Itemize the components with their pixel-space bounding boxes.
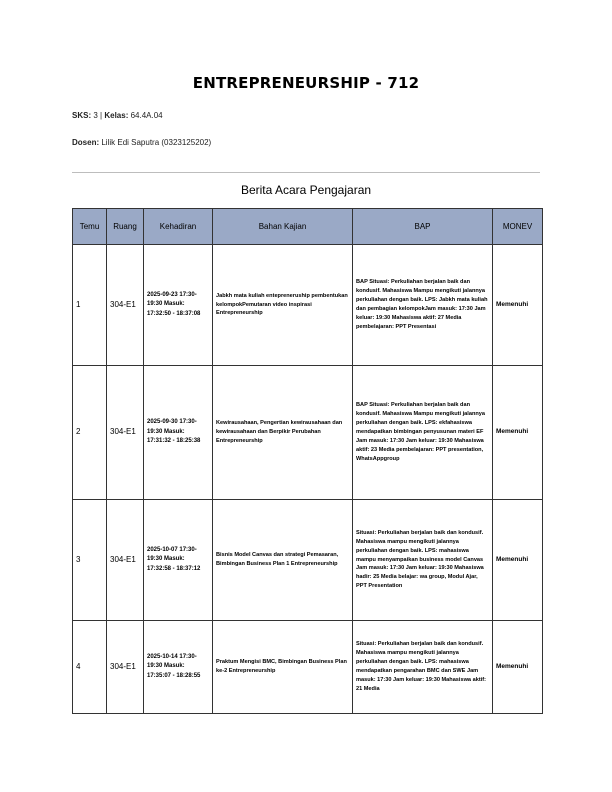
cell-ruang: 304-E1	[107, 245, 144, 366]
cell-bap: BAP Situasi: Perkuliahan berjalan baik dan kondusif. Mahasiswa Mampu mengikuti jalannya perkuliahan dengan baik. LPS: Jabkh mata kuliah dan pembagian kelompokJam masuk: 17:30 Jam keluar: 19:30 Mahasiswa aktif: 27 Media pembelajaran: PPT Presentasi	[353, 245, 493, 366]
header-ruang: Ruang	[107, 209, 144, 245]
cell-bahan-kajian: Praktum Mengisi BMC, Bimbingan Business Plan ke-2 Entrepreneurship	[213, 621, 353, 714]
cell-monev: Memenuhi	[493, 500, 543, 621]
sks-label: SKS:	[72, 111, 92, 120]
cell-kehadiran: 2025-10-14 17:30-19:30 Masuk: 17:35:07 - 18:28:55	[144, 621, 213, 714]
kelas-value: 64.4A.04	[130, 111, 163, 120]
kelas-label: Kelas:	[104, 111, 129, 120]
cell-kehadiran: 2025-09-23 17:30-19:30 Masuk: 17:32:50 - 18:37:08	[144, 245, 213, 366]
cell-monev: Memenuhi	[493, 245, 543, 366]
cell-temu: 3	[73, 500, 107, 621]
table-row	[73, 500, 543, 621]
teaching-report-table	[72, 208, 543, 714]
cell-temu: 1	[73, 245, 107, 366]
cell-monev: Memenuhi	[493, 366, 543, 500]
course-meta-sks-kelas	[72, 111, 163, 120]
header-temu: Temu	[73, 209, 107, 245]
table-row	[73, 621, 543, 714]
cell-bap: Situasi: Perkuliahan berjalan baik dan kondusif. Mahasiswa mampu mengikuti jalannya perkuliahan dengan baik. LPS: mahasiswa mampu menyampaikan business model Canvas Jam masuk: 17:30 Jam keluar: 19:30 Mahasiswa hadir: 25 Media belajar: wa group, Modul Ajar, PPT Presentation	[353, 500, 493, 621]
cell-bahan-kajian: Kewirausahaan, Pengertian kewirausahaan dan kewirausahaan dan Berpikir Perubahan Entrepreneurship	[213, 366, 353, 500]
cell-temu: 4	[73, 621, 107, 714]
course-meta-dosen	[72, 138, 211, 147]
cell-bap: Situasi: Perkuliahan berjalan baik dan kondusif. Mahasiswa mampu mengikuti jalannya perkuliahan dengan baik. LPS: mahasiswa mendapatkan pengarahan BMC dan SWE Jam masuk: 17:30 Jam keluar: 19:30 Mahasiswa aktif: 21 Media	[353, 621, 493, 714]
header-kehadiran: Kehadiran	[144, 209, 213, 245]
cell-bahan-kajian: Bisnis Model Canvas dan strategi Pemasaran, Bimbingan Business Plan 1 Entrepreneurship	[213, 500, 353, 621]
cell-ruang: 304-E1	[107, 621, 144, 714]
cell-bap: BAP Situasi: Perkuliahan berjalan baik dan kondusif. Mahasiswa Mampu mengikuti jalannya perkuliahan dengan baik. LPS: ekfahasiswa mendapatkan bimbingan penyusunan materi EF Jam masuk: 17:30 Jam keluar: 19:30 Mahasiswa aktif: 23 Media pembelajaran: PPT presentation, WhatsAppgroup	[353, 366, 493, 500]
table-row	[73, 366, 543, 500]
header-bap: BAP	[353, 209, 493, 245]
cell-kehadiran: 2025-09-30 17:30-19:30 Masuk: 17:31:32 - 18:25:38	[144, 366, 213, 500]
course-title: ENTREPRENEURSHIP - 712	[192, 74, 420, 92]
cell-monev: Memenuhi	[493, 621, 543, 714]
cell-bahan-kajian: Jabkh mata kuliah entepreneruship pembentukan kelompokPemutaran video inspirasi Entrepreneurship	[213, 245, 353, 366]
header-monev: MONEV	[493, 209, 543, 245]
section-divider	[72, 172, 540, 173]
cell-temu: 2	[73, 366, 107, 500]
cell-ruang: 304-E1	[107, 366, 144, 500]
sks-value: 3 |	[93, 111, 105, 120]
dosen-label: Dosen:	[72, 138, 100, 147]
section-title: Berita Acara Pengajaran	[240, 183, 372, 197]
cell-kehadiran: 2025-10-07 17:30-19:30 Masuk: 17:32:58 - 18:37:12	[144, 500, 213, 621]
table-row	[73, 245, 543, 366]
header-bahan-kajian: Bahan Kajian	[213, 209, 353, 245]
dosen-value: Lilik Edi Saputra (0323125202)	[101, 138, 212, 147]
cell-ruang: 304-E1	[107, 500, 144, 621]
table-header-row	[73, 209, 543, 245]
